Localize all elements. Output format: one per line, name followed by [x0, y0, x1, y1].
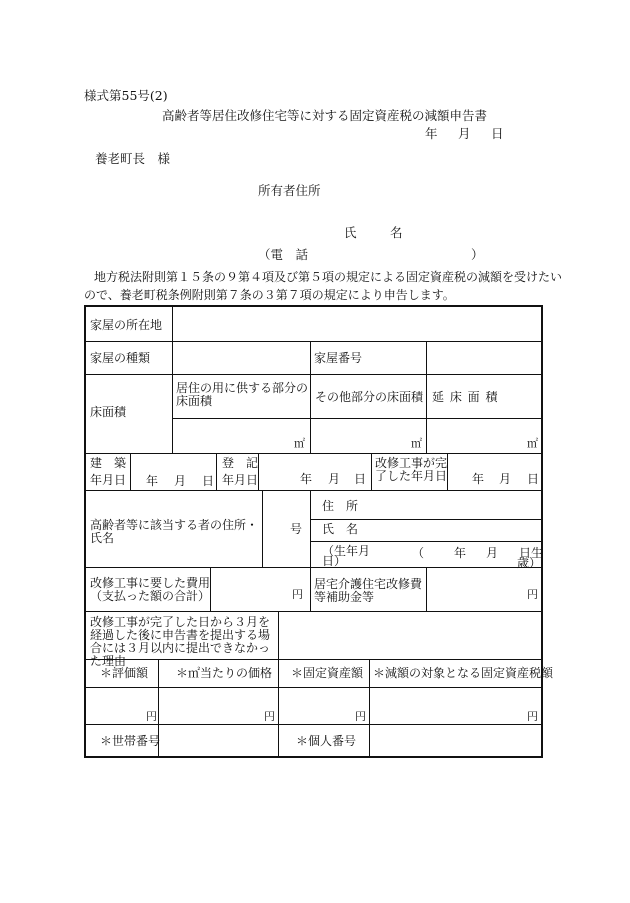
date-month-label: 月	[458, 126, 471, 141]
elderly-address-label: 住 所	[322, 499, 359, 513]
price-per-sqm-yen: 円	[264, 710, 275, 723]
addressee: 養老町長 様	[95, 151, 171, 166]
date-day-label: 日	[491, 126, 504, 141]
name-label-second-char: 名	[390, 225, 403, 240]
registered-year: 年	[300, 472, 313, 486]
form-number: 様式第55号(2)	[84, 88, 168, 103]
total-area-sqm: ㎡	[527, 437, 538, 450]
birth-age-suffix: 歳）	[517, 556, 542, 570]
registered-day: 日	[354, 472, 367, 486]
late-submission-reason-label: 改修工事が完了した日から３月を経過した後に申告書を提出する場合には３月以内に提出できなかった理由	[90, 615, 271, 668]
completed-date-label: 改修工事が完了した年月日	[375, 456, 448, 483]
built-label-line1: 建 築	[90, 456, 127, 470]
house-type-field[interactable]	[174, 343, 308, 373]
application-form-table	[84, 305, 554, 758]
registered-month: 月	[328, 472, 341, 486]
built-label-line2: 年月日	[90, 473, 127, 487]
floor-area-label: 床面積	[90, 405, 127, 419]
residential-area-label: 居住の用に供する部分の床面積	[176, 381, 309, 408]
birth-date-label-line2: 日）	[322, 554, 347, 568]
other-area-label: その他部分の床面積	[315, 390, 424, 404]
intro-line-2: ので、養老町税条例附則第７条の３第７項の規定により申告します。	[84, 288, 455, 302]
built-year: 年	[146, 474, 159, 488]
registered-label-line2: 年月日	[222, 473, 259, 487]
assessed-value-yen: 円	[146, 710, 157, 723]
elderly-name-label: 氏 名	[322, 522, 359, 536]
document-title: 高齢者等居住改修住宅等に対する固定資産税の減額申告書	[162, 108, 488, 123]
assessed-value-label: ＊評価額	[100, 666, 149, 680]
care-subsidy-yen: 円	[527, 588, 538, 601]
phone-close-paren: ）	[471, 247, 484, 262]
house-number-field[interactable]	[428, 343, 538, 373]
registered-label-line1: 登 記	[222, 456, 259, 470]
reduction-target-tax-label: ＊減額の対象となる固定資産税額	[373, 666, 554, 680]
birth-month: 月	[486, 546, 499, 560]
personal-number-label: ＊個人番号	[296, 734, 357, 748]
intro-line-1: 地方税法附則第１５条の９第４項及び第５項の規定による固定資産税の減額を受けたい	[94, 270, 563, 284]
repair-cost-label: 改修工事に要した費用（支払った額の合計）	[90, 576, 211, 603]
repair-cost-yen: 円	[292, 588, 303, 601]
house-location-field[interactable]	[174, 309, 538, 339]
residential-area-sqm: ㎡	[294, 437, 305, 450]
care-subsidy-label: 居宅介護住宅改修費等補助金等	[314, 577, 423, 604]
phone-label: （電 話	[258, 247, 309, 262]
other-area-sqm: ㎡	[411, 437, 422, 450]
birth-paren-open: （	[412, 546, 425, 560]
date-year-label: 年	[425, 126, 438, 141]
total-area-label: 延 床 面 積	[432, 390, 499, 404]
house-number-label: 家屋番号	[314, 351, 363, 365]
fixed-asset-amount-label: ＊固定資産額	[291, 666, 364, 680]
fixed-asset-yen: 円	[355, 710, 366, 723]
owner-address-label: 所有者住所	[258, 183, 321, 198]
house-type-label: 家屋の種類	[90, 351, 151, 365]
name-label-first-char: 氏	[344, 225, 357, 240]
completed-day: 日	[527, 472, 540, 486]
built-day: 日	[202, 474, 215, 488]
completed-month: 月	[499, 472, 512, 486]
number-label: 号	[290, 522, 303, 536]
birth-date-label-line1: （生年月	[322, 544, 371, 558]
late-submission-reason-field[interactable]	[280, 613, 538, 657]
reduction-target-yen: 円	[527, 710, 538, 723]
birth-year: 年	[454, 546, 467, 560]
elderly-person-label: 高齢者等に該当する者の住所・氏名	[90, 518, 259, 545]
completed-year: 年	[472, 472, 485, 486]
built-month: 月	[174, 474, 187, 488]
birth-day-suffix: 日生	[519, 546, 544, 560]
house-location-label: 家屋の所在地	[90, 318, 163, 332]
price-per-sqm-label: ＊㎡当たりの価格	[176, 666, 273, 680]
household-number-label: ＊世帯番号	[100, 734, 161, 748]
